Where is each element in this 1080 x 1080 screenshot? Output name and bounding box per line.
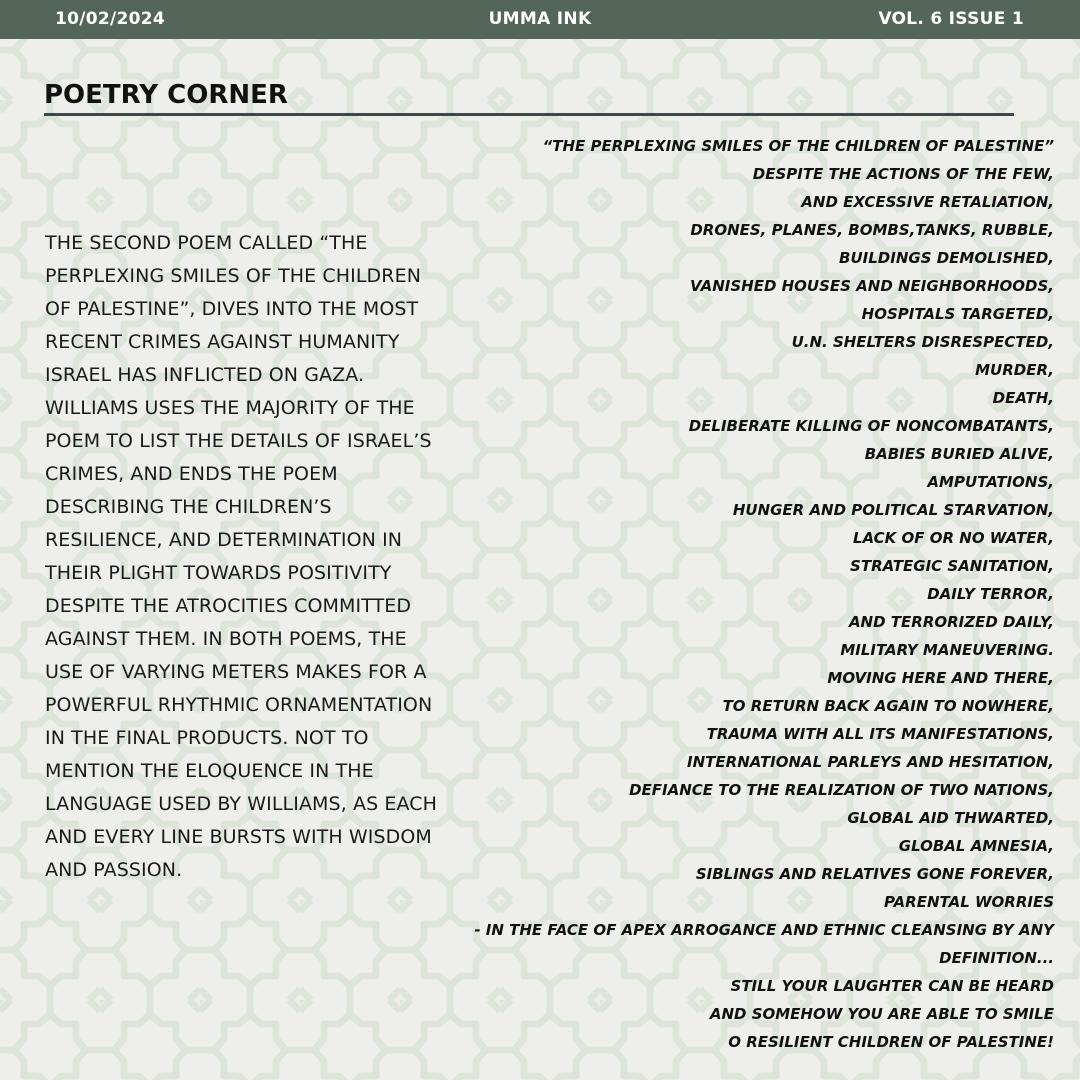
- poem: [464, 132, 1054, 1056]
- poem-line: MURDER,: [975, 361, 1054, 379]
- poem-line: STRATEGIC SANITATION,: [850, 557, 1054, 575]
- title-divider: [44, 113, 1014, 116]
- poem-line: TO RETURN BACK AGAIN TO NOWHERE,: [722, 697, 1054, 715]
- poem-line: TRAUMA WITH ALL ITS MANIFESTATIONS,: [706, 725, 1054, 743]
- publication-name: UMMA INK: [488, 9, 592, 29]
- poem-line: AMPUTATIONS,: [927, 473, 1054, 491]
- poem-line: HOSPITALS TARGETED,: [861, 305, 1054, 323]
- issue-date: 10/02/2024: [55, 9, 166, 29]
- poem-line: HUNGER AND POLITICAL STARVATION,: [732, 501, 1054, 519]
- section-title: POETRY CORNER: [44, 80, 288, 110]
- header-bar: [0, 0, 1080, 39]
- poem-line: STILL YOUR LAUGHTER CAN BE HEARD: [730, 977, 1054, 995]
- poem-line: AND TERRORIZED DAILY,: [848, 613, 1054, 631]
- poem-line: BUILDINGS DEMOLISHED,: [839, 249, 1054, 267]
- poem-line: DAILY TERROR,: [927, 585, 1054, 603]
- poem-line: MILITARY MANEUVERING.: [840, 641, 1054, 659]
- poem-line: GLOBAL AID THWARTED,: [847, 809, 1054, 827]
- poem-line: VANISHED HOUSES AND NEIGHBORHOODS,: [690, 277, 1054, 295]
- poem-line: BABIES BURIED ALIVE,: [864, 445, 1054, 463]
- poem-line: DEATH,: [992, 389, 1054, 407]
- poem-line: O RESILIENT CHILDREN OF PALESTINE!: [728, 1033, 1054, 1051]
- poem-title: “THE PERPLEXING SMILES OF THE CHILDREN OF PALESTINE”: [542, 137, 1054, 155]
- poem-line: MOVING HERE AND THERE,: [827, 669, 1054, 687]
- poem-line: U.N. SHELTERS DISRESPECTED,: [791, 333, 1054, 351]
- article-body: THE SECOND POEM CALLED “THE PERPLEXING SMILES OF THE CHILDREN OF PALESTINE”, DIVES INTO THE MOST RECENT CRIMES AGAINST HUMANITY ISRAEL HAS INFLICTED ON GAZA. WILLIAMS USES THE MAJORITY OF THE POEM TO LIST THE DETAILS OF ISRAEL’S CRIMES, AND ENDS THE POEM DESCRIBING THE CHILDREN’S RESILIENCE, AND DETERMINATION IN THEIR PLIGHT TOWARDS POSITIVITY DESPITE THE ATROCITIES COMMITTED AGAINST THEM. IN BOTH POEMS, THE USE OF VARYING METERS MAKES FOR A POWERFUL RHYTHMIC ORNAMENTATION IN THE FINAL PRODUCTS. NOT TO MENTION THE ELOQUENCE IN THE LANGUAGE USED BY WILLIAMS, AS EACH AND EVERY LINE BURSTS WITH WISDOM AND PASSION.: [45, 232, 437, 881]
- poem-line: DEFIANCE TO THE REALIZATION OF TWO NATIONS,: [629, 781, 1054, 799]
- poem-line: DELIBERATE KILLING OF NONCOMBATANTS,: [688, 417, 1054, 435]
- issue-number: VOL. 6 ISSUE 1: [878, 9, 1024, 29]
- poem-line: INTERNATIONAL PARLEYS AND HESITATION,: [687, 753, 1054, 771]
- poem-line: LACK OF OR NO WATER,: [852, 529, 1054, 547]
- poem-line: PARENTAL WORRIES: [883, 893, 1054, 911]
- poem-line: AND EXCESSIVE RETALIATION,: [801, 193, 1054, 211]
- poem-line: - IN THE FACE OF APEX ARROGANCE AND ETHNIC CLEANSING BY ANY DEFINITION...: [474, 921, 1054, 967]
- poem-line: DRONES, PLANES, BOMBS,TANKS, RUBBLE,: [690, 221, 1054, 239]
- poem-line: GLOBAL AMNESIA,: [898, 837, 1054, 855]
- poem-line: DESPITE THE ACTIONS OF THE FEW,: [752, 165, 1054, 183]
- poem-line: AND SOMEHOW YOU ARE ABLE TO SMILE: [709, 1005, 1054, 1023]
- poem-line: SIBLINGS AND RELATIVES GONE FOREVER,: [695, 865, 1054, 883]
